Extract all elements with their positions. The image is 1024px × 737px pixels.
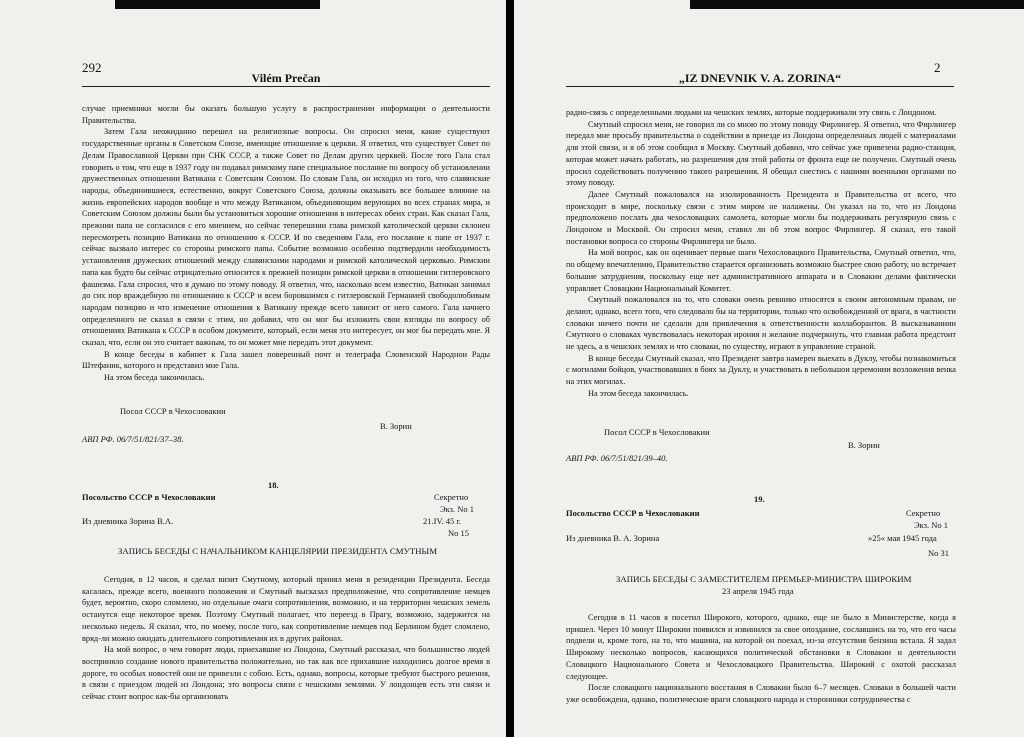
paragraph: После словацкого национального восстания в Словакии было 6–7 месяцев. Словаки в большей части уже освобождена, однако, политические враги словацкого народа и сторонники сотрудничества с [566,683,956,704]
text-block [566,612,956,706]
signature-name: В. Зорин [380,421,412,431]
document-title: ЗАПИСЬ БЕСЕДЫ С НАЧАЛЬНИКОМ КАНЦЕЛЯРИИ ПРЕЗИДЕНТА СМУТНЫМ [118,546,438,556]
paragraph: В конце беседы Смутный сказал, что Президент завтра намерен выехать в Дуклу, чтобы познакомиться с могилами бойцов, участвовавших в боях за Дуклу, и участвовать в небольшои церемонии возложения венка на этих могилах. [566,353,956,387]
text-block [82,103,490,384]
signature-title: Посол СССР в Чехословакии [120,406,226,416]
paragraph: случае приемники могли бы оказать большую услугу в распространении информации о деятельности Правительства. [82,104,490,125]
running-head: „IZ DNEVNIK V. A. ZORINA“ [678,71,842,85]
document-number: 18. [268,480,279,490]
copy-label: Экз. No 1 [440,504,474,514]
paragraph: На мой вопрос, как он оценивает первые шаги Чехословацкого Правительства, Смутный ответил, что, по общему впечатлению, Правительство старается организовать возможно быстрее свою работу, но встречает большие затруднения, поскольку еще нет административного аппарата и в Словакии делами фактически управляет Словацкии Национальный Комитет. [566,248,956,293]
right-page [514,0,1024,737]
sender: Посольство СССР в Чехословакии [566,508,700,518]
paragraph: Сегодня в 11 часов я посетил Широкого, которого, однако, еще не было в Министерстве, когда я пришел. Через 10 минут Широкии появился и извинился за свое опоздание, сославшись на то, что его часы подвели и, кроме того, на то, что машина, на которой он поехал, из-за отсутствия бензина встала. Я задал Широкому несколько вопросов, касающихся политической обстановки в Словакии и деятельности Словацкого Национального Совета и Чехословацкого Правительства. Широкий с охотой рассказал следующее. [566,613,956,681]
paragraph: На мой вопрос, о чем говорят люди, приехавшие из Лондона, Смутный рассказал, что большинство людей восприняло создание нового правительства положительно, но так как все прихавшие находились долгое время в дороге, то особых новостей они не привезли с собою. Есть, однако, вопросы, которые требуют быстрого решения, в связи с приездом людей из Лондона; это вопросы связи с чешскими землями. У лондонцев есть эти связи и сейчас стоит вопрос как-бы организовать [82,645,490,702]
scan-edge-bar [115,0,320,9]
paragraph: Затем Гала неожиданно перешел на религиозные вопросы. Он спросил меня, какие существуют государственные органы в Советском Союзе, имеющие отношение к церкви. Я ответил, что существует Совет по Делам Православной Церкви при СНК СССР, а также Совет по Делам других церквей. После того Гала стал говорить о том, что еще в 1937 году он подавал римскому папе специальное послание по вопросу об установлении дружественных отношении Ватикана с Советским Союзом. По словам Гала, он исходил из того, что славянские народы, объединившиеся, естественно, вокруг Советского Союза, должны оказывать все большее влияние на жизнь европейских народов вообще и что между Ватиканом, объединяющим верующих во всех странах мира, и Советским Союзом должны были бы установиться хорошие отношения в интересах обеих стран. Как сказал Гала, прежнии папа не согласился с его мнением, но сейчас теперешнии глава римской католической церкви склонен пересмотреть позицию Ватикана по отношению к СССР. И по сведениям Гала, его послание к папе от 1937 г. сейчас вызвало интерес со стороны римского папы. Событие возможно особенно подтвердили необходимость установления дружеских отношений между славянскими народами и римской католической церковью. Римскии папа как будто бы сейчас отрицательно относится к прежней позиции римской церкви в отношении гитлеровского фашизма. Гала спросил, что я думаю по этому поводу. Я ответил, что, насколько всем известно, Ватикан занимал до сих пор враждебную по отношению к СССР и всем боровшимся с гитлеровской Германией свободолюбивым народам позицию и что изменение отношения к Ватикану прежде всего зависит от него самого. Гала начнего определенного не сказал в связи с этим, но добавил, что он мог бы изложить свои взгляды по вопросу об отношениях Ватикана к СССР в особом документе, который, если меня это интересует, он мог бы передать мне. Я сказал, что, если он это считает важным, то он может мне передать этот документ. [82,127,490,348]
signature-title: Посол СССР в Чехословакии [604,427,710,437]
text-block [82,574,490,703]
document-subdate: 23 апреля 1945 года [722,586,794,596]
paragraph: На этом беседа закончилась. [104,373,205,383]
document-number: 19. [754,494,765,504]
paragraph: Сегодня, в 12 часов, я сделал визит Смутному, который принял меня в резиденции Президента. Беседа касалась, прежде всего, военного положения и Смутный высказал предположение, что сопротивление немцев будет, вероятно, скоро сломлено, но отдельные очаги сопротивления, возможно, и на территории чешских земель останутся еще некоторое время. Поэтому Смутный полагает, что переезд в Прагу, возможно, задержится на несколько недель. Я сказал, что, по моему, после того, как сопротивление немцев под Берлином будет сломлено, вряд-ли можно ожидать длительного сопротивления их в других районах. [82,575,490,643]
paragraph: Смутный пожаловался на то, что словаки очень ревниво относятся к своим автономным правам, не делают, однако, всего того, что следовало бы на территории, только что освобожденной от врага, в частности словаки ничего почти не сделали для привлечения к ответственности коллаборантов. В высказываниии Смутного о словаках чувствовалась некоторая ирония и желание подчеркнуть, что главная работа предстоит не здесь, а в чешских землях и что словаки, по существу, играют в управление страной. [566,295,956,352]
archive-reference: АВП РФ. 06/7/51/821/39–40. [566,453,668,463]
paragraph: радио-связь с определенными людьми на чешских землях, которые поддерживали эту связь с Лондоном. [566,108,937,117]
document-date: 21.IV. 45 г. [423,516,462,526]
secret-label: Секретно [906,508,941,518]
signature-name: В. Зорин [848,440,880,450]
archive-reference: АВП РФ. 06/7/51/821/37–38. [82,434,184,444]
copy-label: Экз. No 1 [914,520,948,530]
diary-label: Из дневника Зорина В.А. [82,516,174,526]
page-number: 2 [934,60,941,75]
paragraph: На этом беседа закончилась. [588,388,689,398]
text-block [566,107,956,400]
sender: Посольство СССР в Чехословакии [82,492,216,502]
diary-label: Из дневника В. А. Зорина [566,533,660,543]
header-rule [82,86,490,87]
paragraph: Смутный спросил меня, не говорил ли со мною по этому поводу Фирлингер. Я ответил, что Фирлингер передал мне просьбу правительства о содействии в приезде из Лондона определенных людей с материалами для этой связи, и я об этом сообщил в Москву. Смутный добавил, что сейчас уже привезена радио-станция, которая может начать работать, но разрешения для этой работы от фронта еще не получено. Смутный очень просил содействовать получению такого разрешения. Я обещал снестись с нашими военными органами по этому поводу. [566,119,956,188]
paragraph: В конце беседы в кабинет к Гала зашел поверенный почт и телеграфа Словенской Народнои Рады Штефаник, которого и представил мне Гала. [82,349,490,371]
header-rule [566,86,954,87]
scan-edge-bar [690,0,1024,9]
secret-label: Секретно [434,492,469,502]
document-no: No 31 [928,548,950,558]
document-date: »25« мая 1945 года [868,533,937,543]
page-number: 292 [82,60,102,75]
running-head: Vilém Prečan [251,71,321,85]
left-page [0,0,506,737]
paragraph: Далее Смутный пожаловался на изолированность Президента и Правительства от всего, что происходит в мире, поскольку связи с этим миром не налажены. Он указал на то, что из Лондона предположено послать два чехословацких самолета, которые могли бы поддерживать регулярную связь с Лондоном и Москвой. Он спросил меня, ставил ли об этом вопрос Фирлингер. Я сказал, его такой постановки вопроса со стороны Фирлингера не было. [566,189,956,246]
document-title: ЗАПИСЬ БЕСЕДЫ С ЗАМЕСТИТЕЛЕМ ПРЕМЬЕР-МИНИСТРА ШИРОКИМ [616,574,912,584]
document-no: No 15 [448,528,470,538]
